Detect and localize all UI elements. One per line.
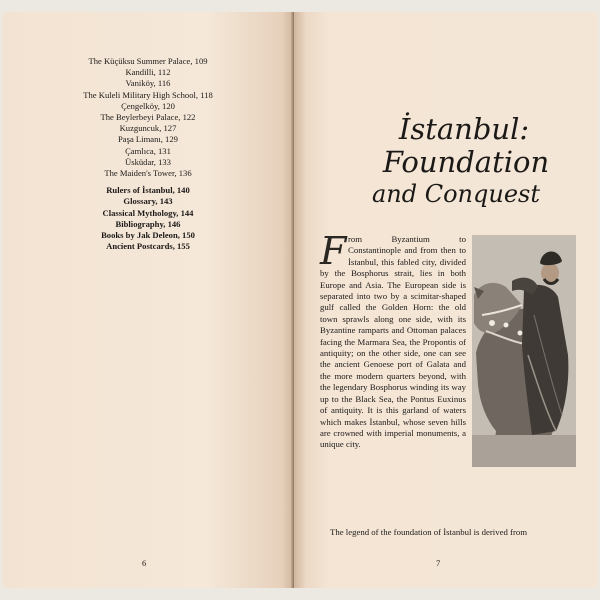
paragraph-2: The legend of the foundation of İstanbul is derived from bbox=[330, 527, 528, 537]
toc-entry: The Küçüksu Summer Palace, 109 bbox=[88, 56, 208, 66]
sultan-on-horse-illustration bbox=[472, 235, 576, 467]
chapter-title-line: İstanbul: bbox=[398, 112, 530, 146]
drop-cap: F bbox=[320, 229, 347, 273]
toc-entry: The Kuleli Military High School, 118 bbox=[83, 89, 213, 100]
toc-back-matter-entry: Bibliography, 146 bbox=[115, 218, 181, 229]
left-page bbox=[2, 12, 294, 588]
toc-entry: Kuzguncuk, 127 bbox=[119, 123, 177, 134]
toc-back-matter-entry: Glossary, 143 bbox=[123, 196, 173, 207]
toc-entry: The Maiden's Tower, 136 bbox=[104, 168, 192, 179]
toc-entry: Paşa Limanı, 129 bbox=[118, 134, 178, 145]
chapter-title bbox=[294, 113, 598, 209]
page-number-left: 6 bbox=[142, 558, 147, 568]
toc-entry: Vaniköy, 116 bbox=[125, 78, 171, 89]
toc-entry: Üsküdar, 133 bbox=[125, 156, 171, 167]
chapter-title-line: Foundation bbox=[382, 145, 550, 179]
toc-entry: Kandilli, 112 bbox=[125, 67, 171, 78]
toc-back-matter-entry: Books by Jak Deleon, 150 bbox=[101, 230, 195, 241]
paragraph-1: rom Byzantium to Constantinople and from then to İstanbul, this fabled city, divided by the Bosphorus strait, lies in both Europe and Asia. The European side is separated into two by a scimitar-shaped gulf called the Golden Horn: the old town sprawls along one side, with its Byzantine ramparts and Ottoman palaces facing the Marmara Sea, the Propontis of antiquity; on the other side, one can see the ancient Genoese port of Galata and the more modern quarters beyond, with the legendary Bosphorus winding its way up to the Black Sea, the Pontus Euxinus of antiquity. It is this garland of waters which makes İstanbul, whose seven hills are crowned with imperial monuments, a unique city. bbox=[320, 234, 466, 450]
body-text bbox=[320, 229, 576, 469]
toc-entry: The Beylerbeyi Palace, 122 bbox=[100, 112, 196, 123]
right-page bbox=[294, 12, 598, 588]
toc-back-matter-entry: Rulers of İstanbul, 140 bbox=[106, 185, 190, 196]
toc-entry: Çengelköy, 120 bbox=[121, 100, 175, 111]
toc-back-matter-entry: Ancient Postcards, 155 bbox=[106, 241, 190, 252]
table-of-contents bbox=[2, 56, 294, 252]
toc-entry: Çamlıca, 131 bbox=[125, 145, 171, 156]
page-number-right: 7 bbox=[436, 558, 441, 568]
toc-back-matter-entry: Classical Mythology, 144 bbox=[102, 207, 194, 218]
chapter-title-line: and Conquest bbox=[371, 180, 540, 208]
book-spread bbox=[2, 12, 598, 588]
